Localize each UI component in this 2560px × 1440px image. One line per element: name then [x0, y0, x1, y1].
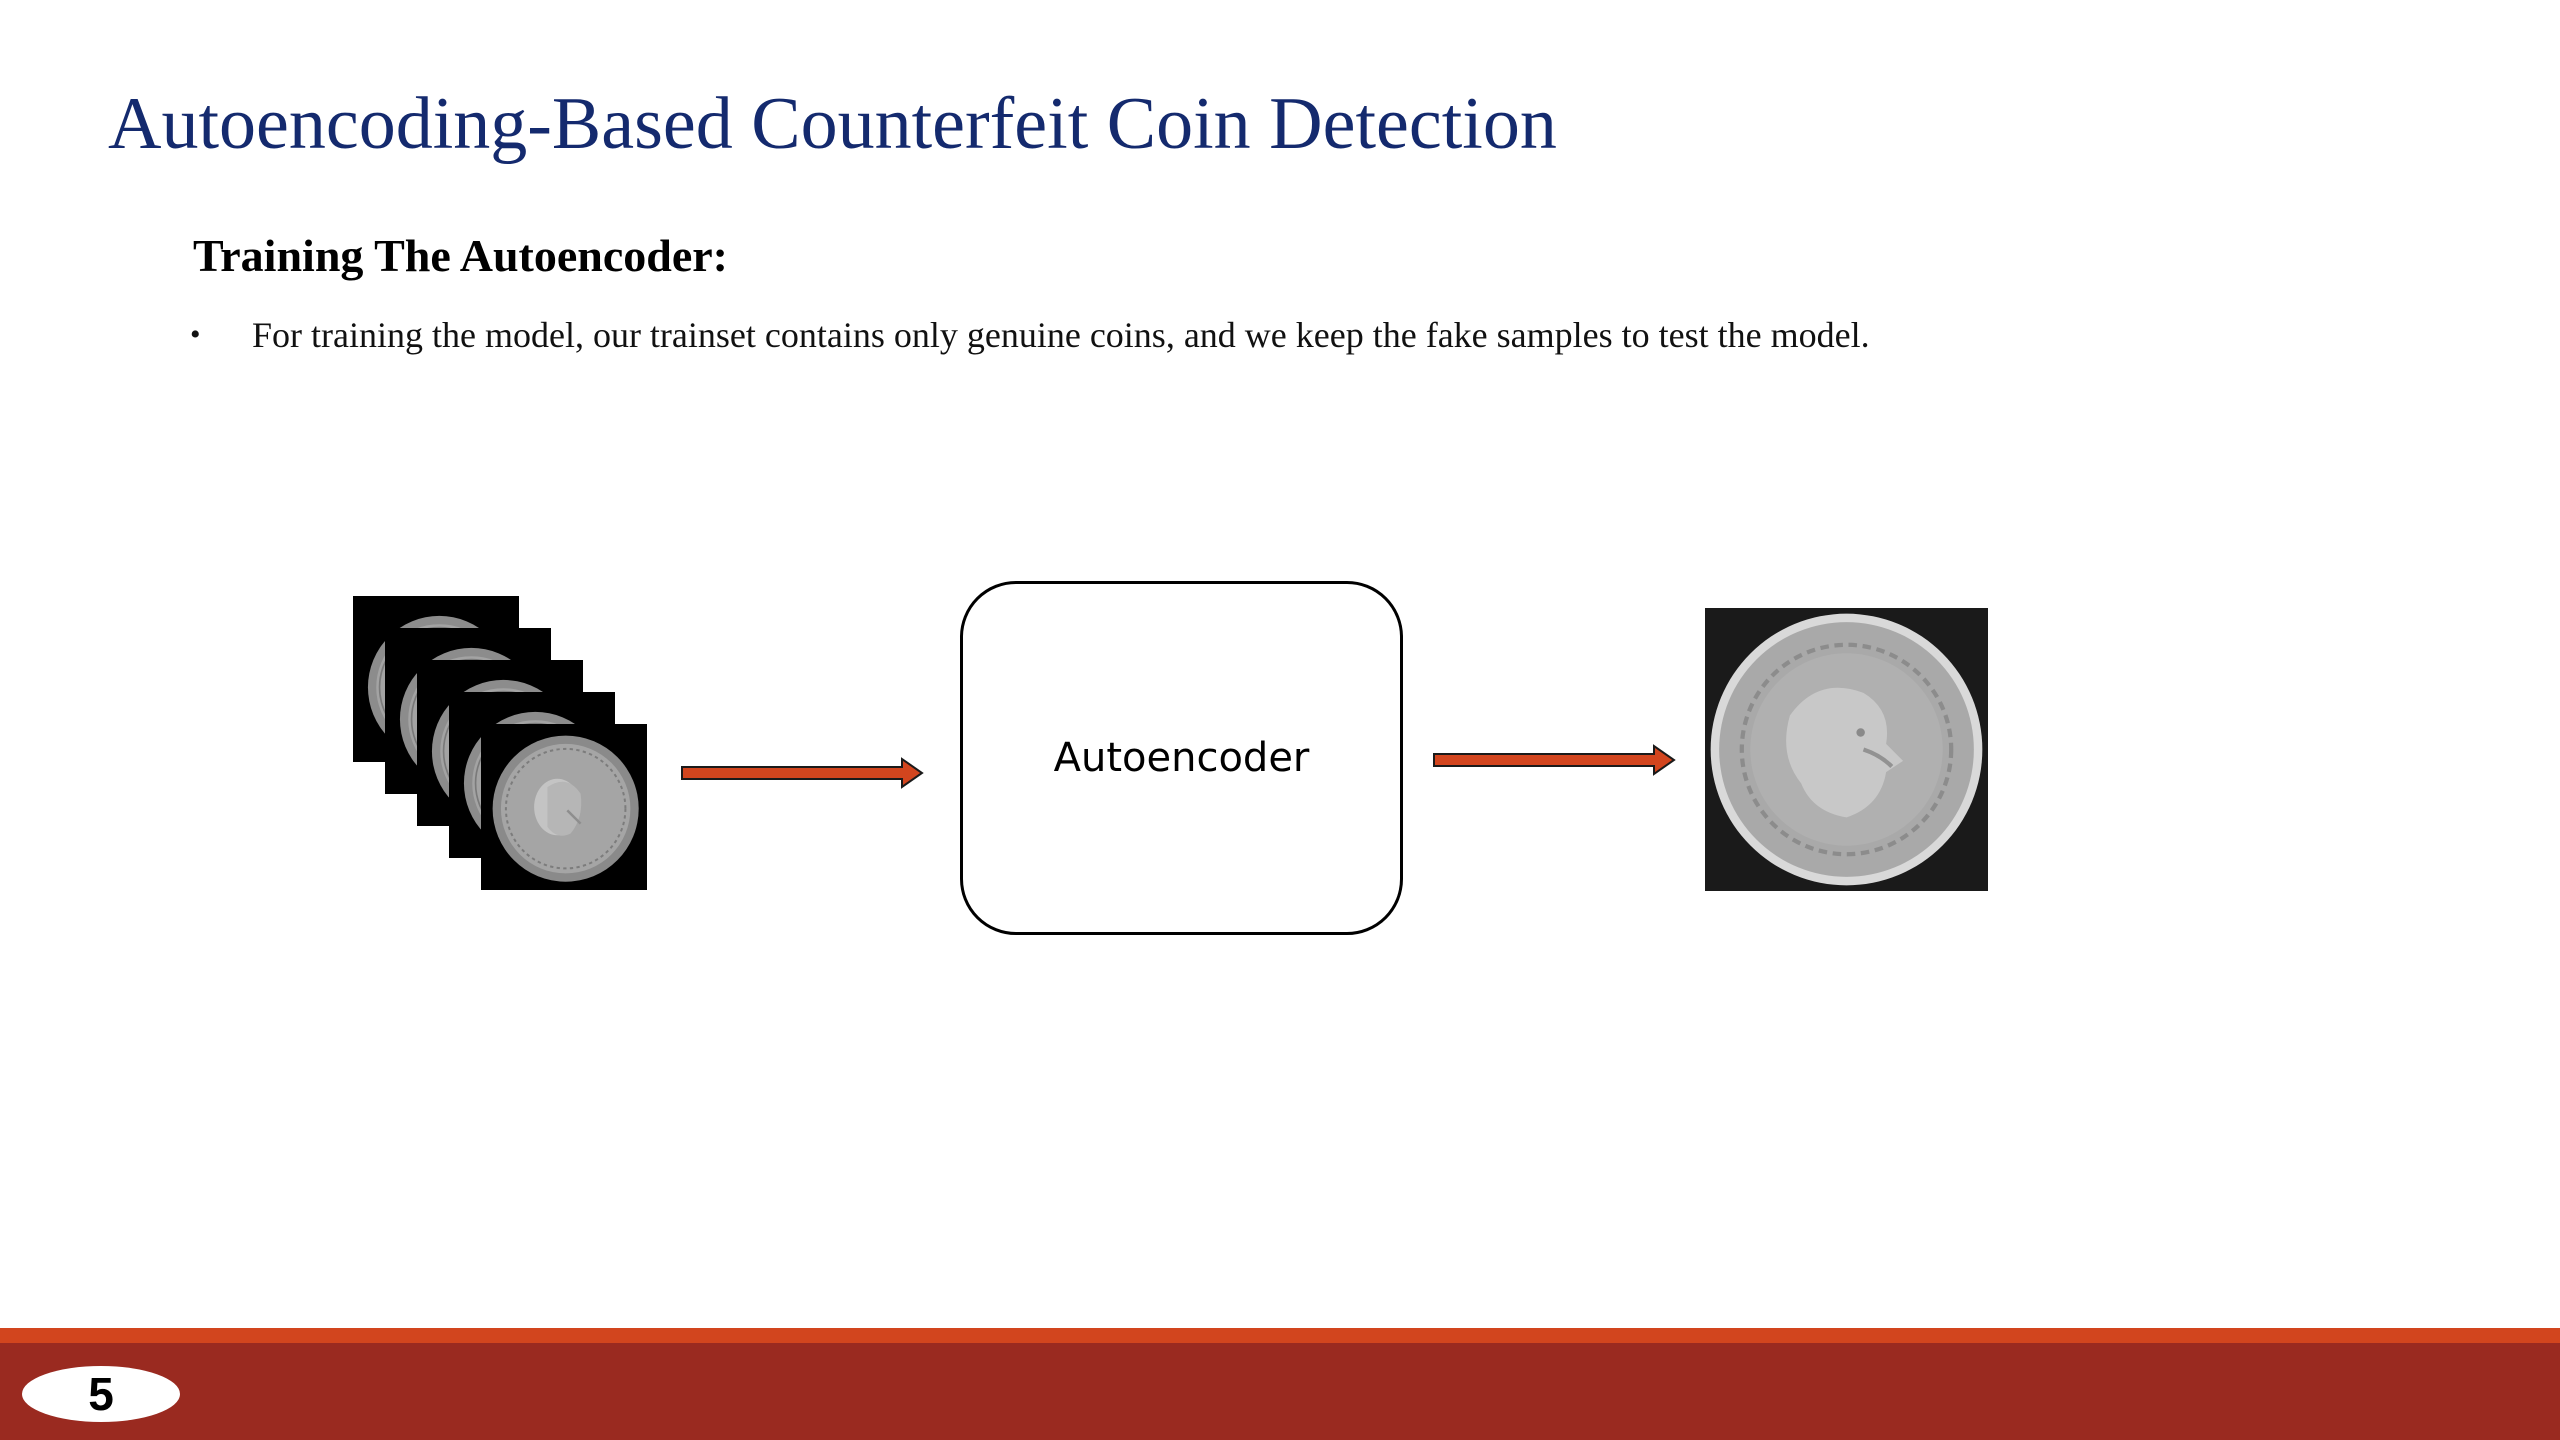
output-coin-image: [1705, 608, 1988, 891]
footer-bar: [0, 1343, 2560, 1440]
autoencoder-label: Autoencoder: [1053, 735, 1310, 781]
slide-title: Autoencoding-Based Counterfeit Coin Detection: [108, 83, 1557, 165]
bullet-icon: •: [190, 318, 201, 351]
section-heading: Training The Autoencoder:: [193, 230, 728, 281]
bullet-item: [190, 313, 1870, 357]
page-number-badge: 5: [22, 1366, 180, 1422]
arrow-right-icon: [1432, 743, 1677, 777]
input-coin-image: [481, 724, 647, 890]
bullet-text: For training the model, our trainset contains only genuine coins, and we keep the fake samples to test the model.: [252, 315, 1870, 355]
autoencoder-box: [960, 581, 1403, 935]
footer-accent-line: [0, 1328, 2560, 1343]
arrow-right-icon: [680, 756, 925, 790]
